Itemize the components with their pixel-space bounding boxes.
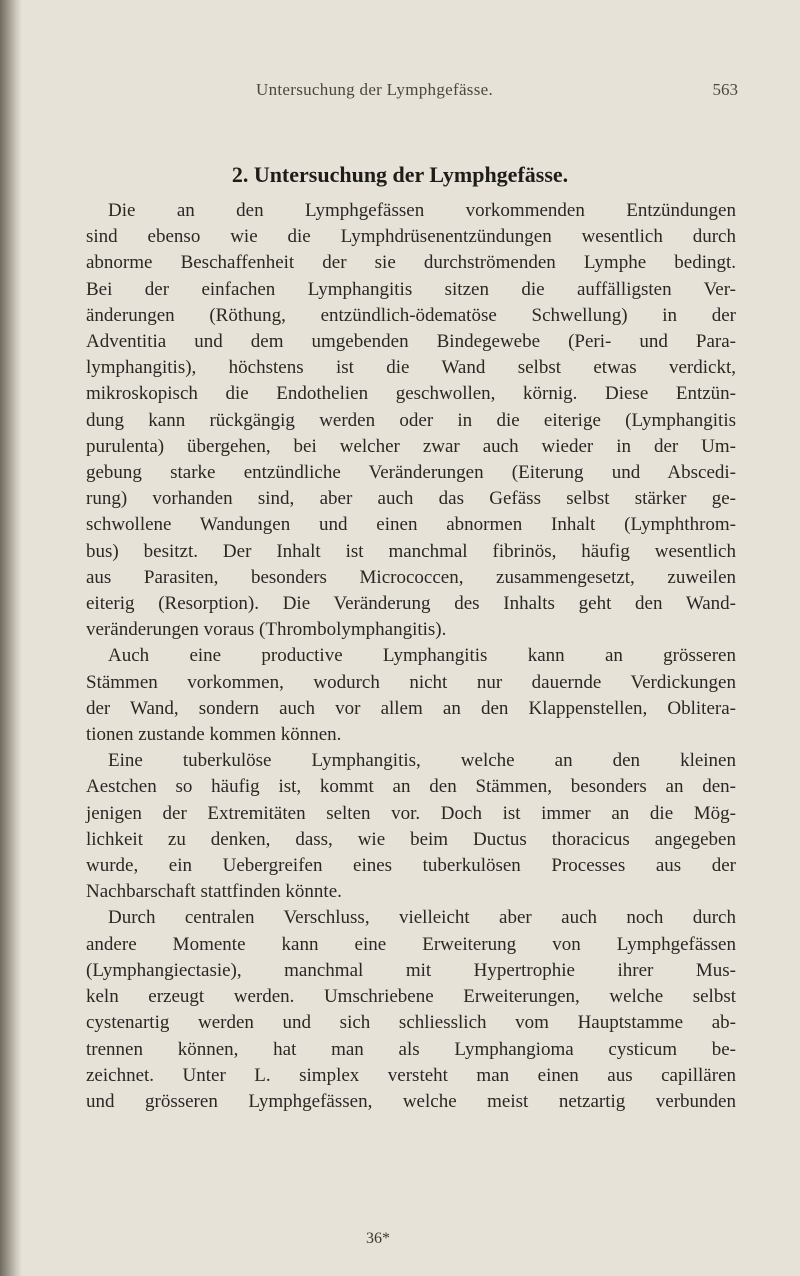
section-title: 2. Untersuchung der Lymphgefässe. [231, 162, 569, 187]
text-line: lymphangitis), höchstens ist die Wand selbst etwas verdickt, [86, 357, 736, 379]
text-line: gebung starke entzündliche Veränderungen (Eiterung und Abscedi- [86, 462, 736, 484]
text-line: Adventitia und dem umgebenden Bindegewebe (Peri- und Para- [86, 331, 736, 353]
text-line: keln erzeugt werden. Umschriebene Erweiterungen, welche selbst [86, 986, 736, 1008]
text-line: Durch centralen Verschluss, vielleicht aber auch noch durch [108, 907, 736, 929]
text-line: tionen zustande kommen können. [86, 724, 342, 746]
text-line: eiterig (Resorption). Die Veränderung des Inhalts geht den Wand- [86, 593, 736, 615]
text-line: Auch eine productive Lymphangitis kann an grösseren [108, 645, 736, 667]
text-line: trennen können, hat man als Lymphangioma cysticum be- [86, 1038, 736, 1060]
text-line: andere Momente kann eine Erweiterung von Lymphgefässen [86, 933, 736, 955]
text-line: (Lymphangiectasie), manchmal mit Hypertrophie ihrer Mus- [86, 959, 736, 981]
text-line: jenigen der Extremitäten selten vor. Doch ist immer an die Mög- [86, 802, 736, 824]
text-line: abnorme Beschaffenheit der sie durchströmenden Lymphe bedingt. [86, 252, 736, 274]
text-line: aus Parasiten, besonders Micrococcen, zusammengesetzt, zuweilen [86, 566, 736, 588]
text-line: veränderungen voraus (Thrombolymphangitis). [86, 619, 447, 641]
page-number: 563 [712, 80, 738, 99]
text-line: bus) besitzt. Der Inhalt ist manchmal fibrinös, häufig wesentlich [86, 540, 736, 562]
text-line: schwollene Wandungen und einen abnormen Inhalt (Lymphthrom- [86, 514, 736, 536]
body-text [86, 198, 736, 1115]
text-line: und grösseren Lymphgefässen, welche meist netzartig verbunden [86, 1090, 736, 1112]
text-line: Bei der einfachen Lymphangitis sitzen die auffälligsten Ver- [86, 278, 736, 300]
text-line: Aestchen so häufig ist, kommt an den Stämmen, besonders an den- [86, 776, 736, 798]
text-line: sind ebenso wie die Lymphdrüsenentzündungen wesentlich durch [86, 226, 736, 248]
text-line: cystenartig werden und sich schliesslich vom Hauptstamme ab- [86, 1012, 736, 1034]
text-line: änderungen (Röthung, entzündlich-ödematöse Schwellung) in der [86, 304, 736, 326]
text-line: Nachbarschaft stattfinden könnte. [86, 881, 342, 903]
text-line: lichkeit zu denken, dass, wie beim Ductus thoracicus angegeben [86, 828, 736, 850]
signature-mark: 36* [366, 1230, 390, 1247]
text-line: rung) vorhanden sind, aber auch das Gefäss selbst stärker ge- [86, 488, 736, 510]
text-line: der Wand, sondern auch vor allem an den Klappenstellen, Oblitera- [86, 697, 736, 719]
text-line: Die an den Lymphgefässen vorkommenden Entzündungen [108, 200, 736, 221]
text-line: wurde, ein Uebergreifen eines tuberkulösen Processes aus der [86, 855, 736, 877]
text-line: mikroskopisch die Endothelien geschwollen, körnig. Diese Entzün- [86, 383, 736, 405]
text-line: zeichnet. Unter L. simplex versteht man einen aus capillären [86, 1064, 736, 1086]
text-line: Eine tuberkulöse Lymphangitis, welche an den kleinen [108, 750, 736, 772]
running-head: Untersuchung der Lymphgefässe. [256, 80, 494, 99]
text-line: Stämmen vorkommen, wodurch nicht nur dauernde Verdickungen [86, 671, 736, 693]
text-line: purulenta) übergehen, bei welcher zwar auch wieder in der Um- [86, 435, 736, 457]
text-line: dung kann rückgängig werden oder in die eiterige (Lymphangitis [86, 409, 736, 431]
